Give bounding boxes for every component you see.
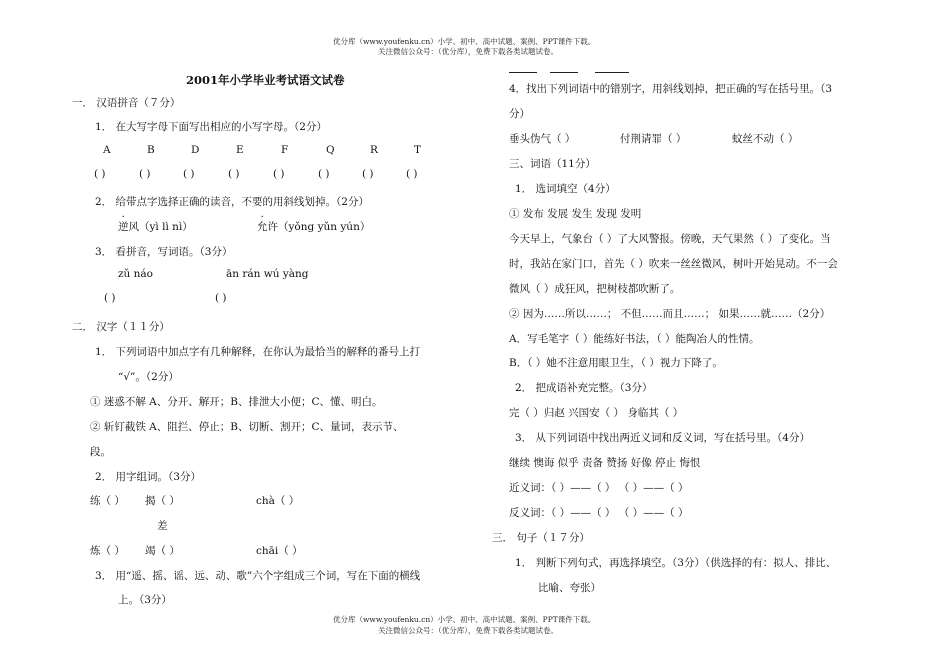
c1-passage-line2: 时，我站在家门口，首先（ ）吹来一丝丝微风，树叶开始晃动。不一会 [509,258,838,270]
header-line-1: 优分库（www.youfenku.cn）小学、初中、高中试题、案例、PPT课件下载。 [333,37,596,46]
c1-passage-line1: 今天早上，气象台（ ）了大风警报。傍晚，天气果然（ ）了变化。当 [509,233,831,245]
s1-instruction-line1: 1． 判断下列句式，再选择填空。（3分）（供选择的有：拟人、排比、 [515,557,837,569]
section-4-heading: 三． 句子（１７分） [492,532,590,544]
q2-item-a: 逆风（yì lì nì） [118,221,193,233]
footer-line-1: 优分库（www.youfenku.cn）小学、初中、高中试题、案例、PPT课件下载。 [333,615,596,624]
word-blank[interactable]: 竭（ ） [145,545,180,557]
c3-synonyms: 近义词：（ ）——（ ） （ ）——（ ） [509,482,689,494]
section-3-heading: 三、词语（11分） [509,158,596,170]
word-blank[interactable]: chà（ ） [256,495,300,507]
word-blank[interactable]: 揭（ ） [145,495,180,507]
c2-idioms: 完（ ）归赵 兴国安（ ） 身临其（ ） [509,407,684,419]
answer-line[interactable] [550,71,578,73]
section-1-heading: 一． 汉语拼音（７分） [72,97,181,109]
letter-cell: B [147,144,155,156]
r4-instruction-line2: 分） [509,108,530,120]
answer-blank[interactable]: ( ) [215,292,227,304]
word-blank[interactable]: 炼（ ） [90,545,125,557]
q1-instruction: 1． 在大写字母下面写出相应的小写字母。（2分） [95,121,327,133]
h3-instruction-line2: 上。（3分） [118,594,172,606]
answer-blank[interactable]: ( ) [406,168,418,180]
typo-item[interactable]: 蚊丝不动（ ） [732,133,799,145]
h3-instruction-line1: 3． 用“遥、摇、谣、远、动、歌”六个字组成三个词，写在下面的横线 [95,570,421,582]
answer-blank[interactable]: ( ) [318,168,330,180]
letter-cell: A [103,144,111,156]
h1-item-b-cont: 段。 [90,446,111,458]
section-2-heading: 二． 汉字（１１分） [72,321,170,333]
exam-title: 2001年小学毕业考试语文试卷 [186,73,345,87]
letter-cell: T [414,144,422,156]
h1-instruction-line1: 1． 下列词语中加点字有几种解释，在你认为最恰当的解释的番号上打 [95,346,421,358]
answer-blank[interactable]: ( ) [183,168,195,180]
h1-instruction-line2: “√”。（2分） [118,371,179,383]
q2-item-b: 允许（yǒng yǔn yún） [257,221,371,233]
c2-instruction: 2． 把成语补充完整。（3分） [515,382,653,394]
h1-item-b: ② 斩钉截铁 A、阻拦、停止；B、切断、割开；C、量词，表示节、 [90,421,404,433]
c1-passage-line3: 微风（ ）成狂风，把树枝都吹断了。 [509,283,681,295]
header-line-2: 关注微信公众号：（优分库），免费下载各类试题试卷。 [378,47,558,56]
footer-line-2: 关注微信公众号：（优分库），免费下载各类试题试卷。 [378,626,558,635]
answer-blank[interactable]: ( ) [228,168,240,180]
c3-antonyms: 反义词：（ ）——（ ） （ ）——（ ） [509,507,689,519]
q2-instruction: 2． 给带点字选择正确的读音，不要的用斜线划掉。（2分） [95,196,369,208]
answer-blank[interactable]: ( ) [139,168,151,180]
word-blank[interactable]: chāi（ ） [256,545,303,557]
word-blank[interactable]: 练（ ） [90,495,125,507]
c1-conjunction-choices: ② 因为……所以……； 不但……而且……； 如果……就……（2分） [509,308,831,320]
c1-sentence-b: B．（ ）她不注意用眼卫生，（ ）视力下降了。 [509,357,723,369]
h2-instruction: 2． 用字组词。（3分） [95,471,201,483]
letter-cell: E [236,144,244,156]
letter-cell: F [281,144,289,156]
typo-item[interactable]: 垂头伪气（ ） [509,133,576,145]
pinyin-2: ān rán wú yàng [226,268,309,280]
letter-cell: R [370,144,378,156]
c3-word-list: 继续 懊诲 似乎 责备 赞扬 好像 停止 悔恨 [509,457,701,469]
answer-blank[interactable]: ( ) [273,168,285,180]
answer-blank[interactable]: ( ) [104,292,116,304]
letter-cell: D [191,144,200,156]
r4-instruction-line1: 4．找出下列词语中的错别字，用斜线划掉，把正确的写在括号里。（3 [509,83,833,95]
answer-line[interactable] [509,71,537,73]
answer-blank[interactable]: ( ) [362,168,374,180]
letter-cell: Q [326,144,335,156]
c1-sentence-a: A．写毛笔字（ ）能练好书法，（ ）能陶冶人的性情。 [509,333,760,345]
typo-item[interactable]: 付荆请罪（ ） [620,133,687,145]
h1-item-a: ① 迷惑不解 A、分开、解开；B、排泄大小便；C、懂、明白。 [90,396,383,408]
s1-instruction-line2: 比喻、夸张） [538,582,601,594]
answer-blank[interactable]: ( ) [94,168,106,180]
c1-instruction: 1． 选词填空（4分） [515,183,616,195]
pinyin-1: zǔ náo [118,268,153,280]
q3-instruction: 3． 看拼音，写词语。（3分） [95,246,233,258]
c1-word-choices: ① 发布 发展 发生 发现 发明 [509,208,642,220]
c3-instruction: 3． 从下列词语中找出两近义词和反义词，写在括号里。（4分） [515,432,810,444]
answer-line[interactable] [595,71,629,73]
char-label: 差 [157,520,168,532]
